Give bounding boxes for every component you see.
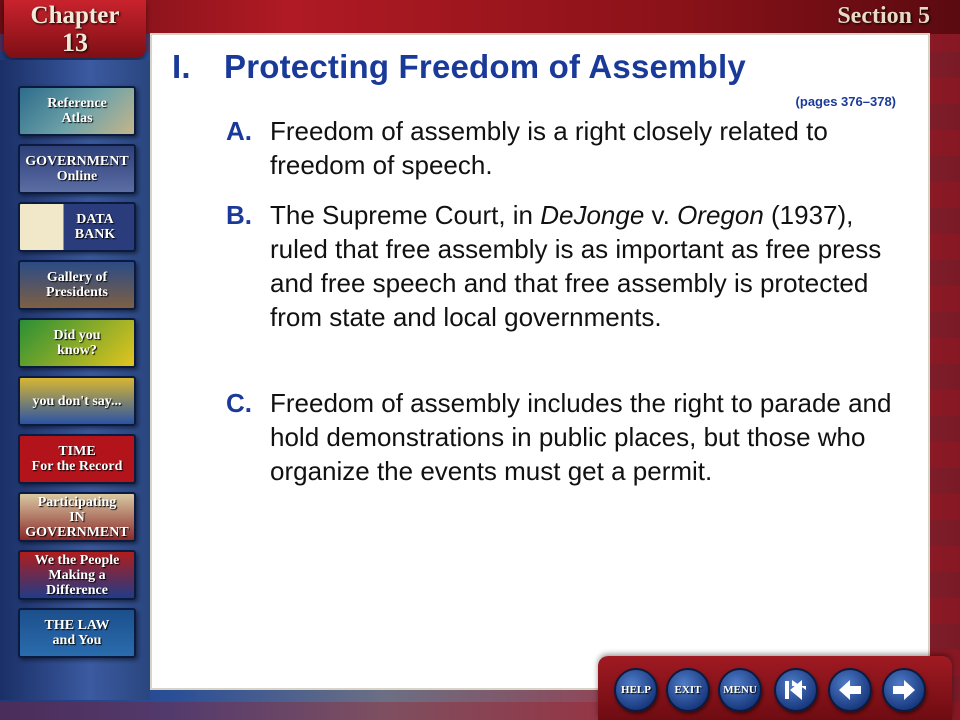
item-letter: B.: [226, 200, 252, 230]
sidebar-item-label: GOVERNMENT Online: [25, 154, 129, 184]
did-you-know-button[interactable]: [18, 318, 136, 368]
the-law-and-you-button[interactable]: [18, 608, 136, 658]
participating-in-government-button[interactable]: [18, 492, 136, 542]
section-label: Section 5: [837, 3, 930, 29]
we-the-people-button[interactable]: [18, 550, 136, 600]
sidebar-item-label: you don't say...: [32, 393, 122, 409]
case-name-2: Oregon: [677, 200, 764, 230]
chapter-number: 13: [62, 28, 88, 57]
sidebar-item-label: Participating IN GOVERNMENT: [25, 494, 129, 540]
first-slide-icon: [782, 678, 810, 702]
you-dont-say-button[interactable]: [18, 376, 136, 426]
sidebar-item-label: Did you know?: [53, 328, 101, 358]
title-number: I.: [172, 48, 191, 85]
menu-button[interactable]: [718, 668, 762, 712]
page-reference: (pages 376–378): [795, 94, 896, 109]
item-text: [270, 198, 906, 334]
exit-label: EXIT: [674, 684, 702, 696]
item-letter: C.: [226, 388, 252, 418]
item-text-part: (1937), ruled that free assembly is as important as free press and free speech and that free assembly is protected from state and local governments.: [270, 200, 882, 332]
list-item: [226, 386, 906, 488]
case-name-1: DeJonge: [540, 200, 645, 230]
item-letter: A.: [226, 116, 252, 146]
item-text-part: The Supreme Court, in: [270, 200, 541, 230]
navigation-bar: [598, 656, 952, 720]
arrow-right-icon: [890, 678, 918, 702]
exit-button[interactable]: [666, 668, 710, 712]
reference-atlas-button[interactable]: [18, 86, 136, 136]
arrow-left-icon: [836, 678, 864, 702]
chapter-label: Chapter: [30, 2, 120, 29]
list-item: [226, 114, 906, 182]
government-online-button[interactable]: [18, 144, 136, 194]
sidebar-item-label: Reference Atlas: [47, 96, 107, 126]
data-bank-button[interactable]: [18, 202, 136, 252]
help-label: HELP: [621, 684, 651, 696]
chapter-tab[interactable]: [4, 0, 146, 58]
first-slide-button[interactable]: [774, 668, 818, 712]
sidebar-item-label: TIME For the Record: [31, 444, 123, 474]
title-text: Protecting Freedom of Assembly: [224, 48, 746, 85]
sidebar-item-label: THE LAW and You: [44, 618, 110, 648]
item-text-part: v.: [644, 200, 678, 230]
item-text: Freedom of assembly is a right closely related to freedom of speech.: [270, 116, 828, 180]
previous-slide-button[interactable]: [828, 668, 872, 712]
sidebar-item-label: We the People Making a Difference: [34, 552, 120, 598]
sidebar-item-label: DATA BANK: [74, 212, 116, 242]
sidebar-item-label: Gallery of Presidents: [46, 270, 108, 300]
item-text: Freedom of assembly includes the right to parade and hold demonstrations in public places, but those who organize the events must get a permit.: [270, 388, 892, 486]
time-for-the-record-button[interactable]: [18, 434, 136, 484]
slide-title: [172, 48, 746, 86]
gallery-of-presidents-button[interactable]: [18, 260, 136, 310]
next-slide-button[interactable]: [882, 668, 926, 712]
sidebar: [0, 60, 150, 700]
menu-label: MENU: [723, 684, 757, 696]
help-button[interactable]: [614, 668, 658, 712]
list-item: [226, 198, 906, 334]
